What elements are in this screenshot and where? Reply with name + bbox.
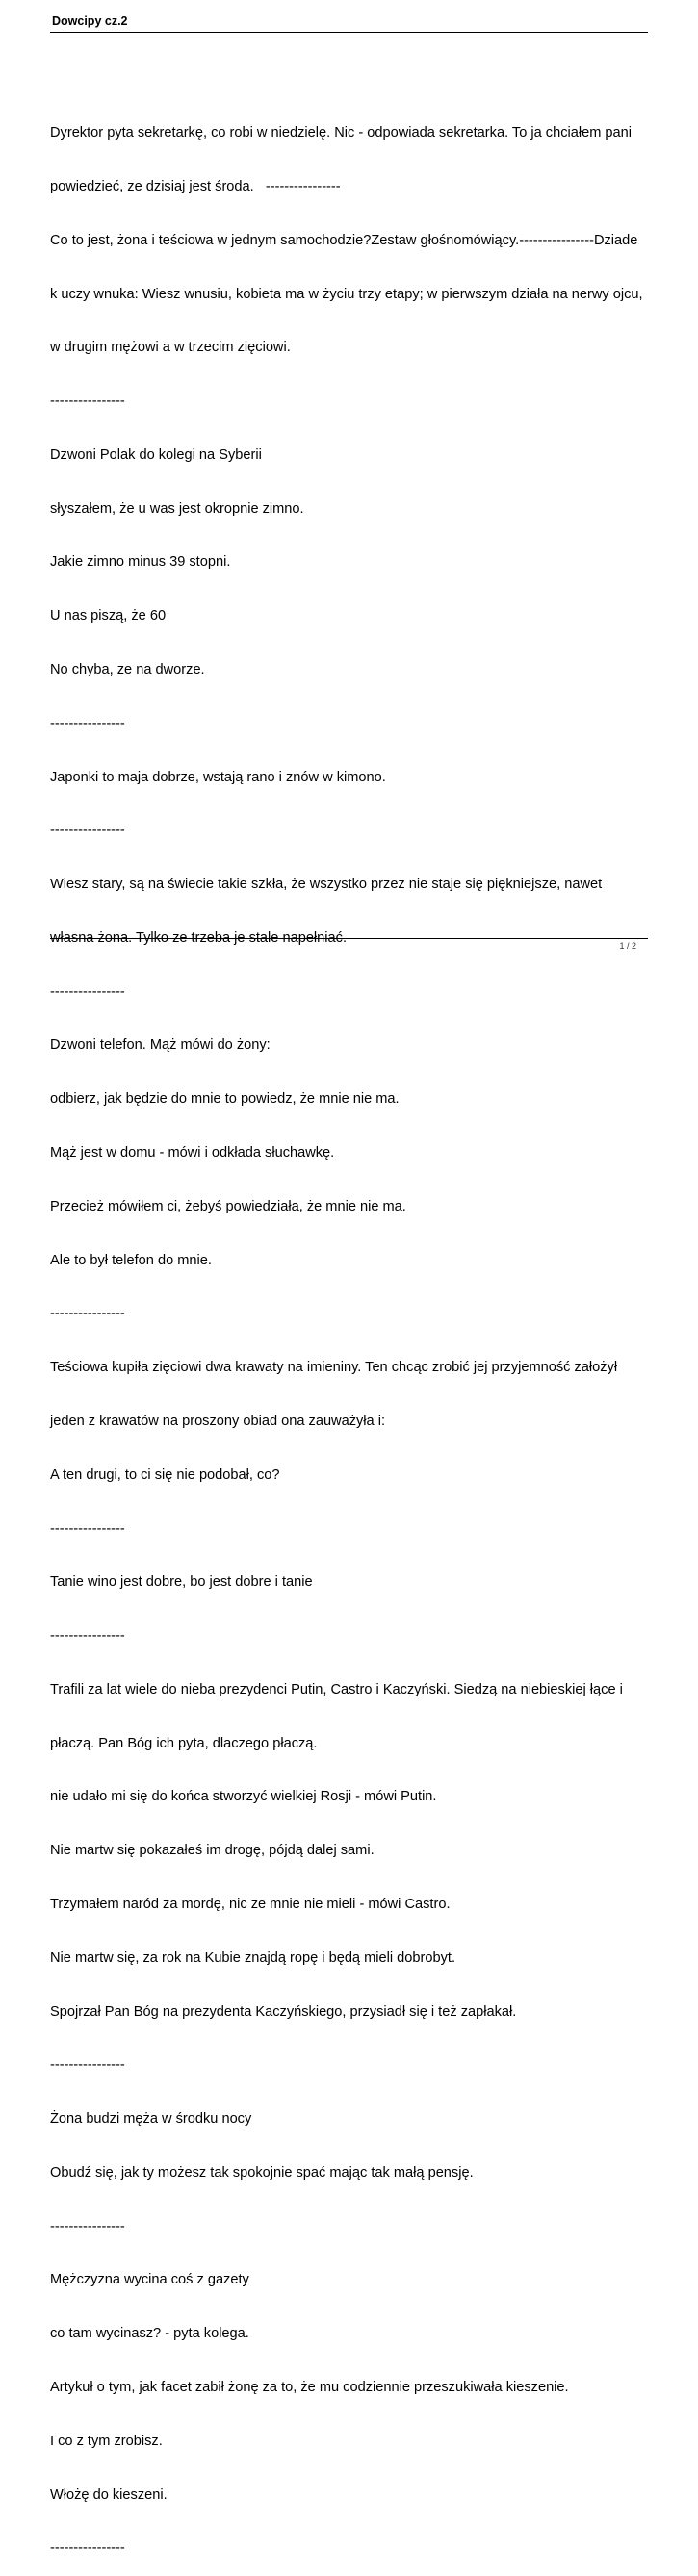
separator-line: ---------------- [50,2540,125,2557]
body-line: Włożę do kieszeni. [50,2487,168,2503]
page-number: 1 / 2 [619,941,636,951]
body-line: płaczą. Pan Bóg ich pyta, dlaczego płaczą. [50,1735,318,1751]
body-line: k uczy wnuka: Wiesz wnusiu, kobieta ma w życiu trzy etapy; w pierwszym działa na nerwy ojcu, [50,286,643,302]
body-line: Mężczyzna wycina coś z gazety [50,2272,249,2288]
body-line: Trafili za lat wiele do nieba prezydenci Putin, Castro i Kaczyński. Siedzą na niebieskiej łące i [50,1681,623,1697]
separator-line: ---------------- [50,983,125,1000]
body-line: Jakie zimno minus 39 stopni. [50,554,231,571]
body-line: Obudź się, jak ty możesz tak spokojnie spać mając tak małą pensję. [50,2164,474,2181]
body-line: własna żona. Tylko ze trzeba je stale napełniać. [50,930,348,946]
body-line: Spojrzał Pan Bóg na prezydenta Kaczyńskiego, przysiadł się i też zapłakał. [50,2003,517,2020]
body-line: Trzymałem naród za mordę, nic ze mnie nie mieli - mówi Castro. [50,1896,451,1912]
separator-line: ---------------- [50,2218,125,2234]
footer-divider [50,938,648,939]
body-line: Co to jest, żona i teściowa w jednym samochodzie?Zestaw głośnomówiący.----------------Dziade [50,232,638,248]
body-line: Nie martw się pokazałeś im drogę, pójdą dalej sami. [50,1843,375,1859]
body-line: Wiesz stary, są na świecie takie szkła, że wszystko przez nie staje się piękniejsze, nawet [50,877,603,893]
body-line: nie udało mi się do końca stworzyć wielkiej Rosji - mówi Putin. [50,1789,437,1805]
body-line: w drugim mężowi a w trzecim zięciowi. [50,340,291,356]
body-line: Ale to był telefon do mnie. [50,1252,212,1268]
body-line: Dzwoni telefon. Mąż mówi do żony: [50,1037,271,1054]
page-header [50,13,648,33]
header-divider [50,32,648,33]
body-line: Teściowa kupiła zięciowi dwa krawaty na imieniny. Ten chcąc zrobić jej przyjemność założył [50,1360,618,1376]
body-line: A ten drugi, to ci się nie podobał, co? [50,1467,280,1483]
body-line: Żona budzi męża w środku nocy [50,2111,252,2128]
body-line: No chyba, ze na dworze. [50,662,205,677]
body-line: Japonki to maja dobrze, wstają rano i znów w kimono. [50,769,386,785]
body-line: odbierz, jak będzie do mnie to powiedz, że mnie nie ma. [50,1091,400,1108]
page-title: Dowcipy cz.2 [52,14,128,28]
body-line: Artykuł o tym, jak facet zabił żonę za to, że mu codziennie przeszukiwała kieszenie. [50,2380,569,2395]
body-line: co tam wycinasz? - pyta kolega. [50,2326,249,2342]
separator-line: ---------------- [50,823,125,839]
body-line: I co z tym zrobisz. [50,2433,163,2449]
separator-line: ---------------- [50,394,125,410]
body-line: powiedzieć, ze dzisiaj jest środa. ---------------- [50,178,341,194]
body-line: jeden z krawatów na proszony obiad ona zauważyła i: [50,1413,386,1429]
body-line: Dzwoni Polak do kolegi na Syberii [50,446,262,463]
separator-line: ---------------- [50,1628,125,1645]
body-line: Mąż jest w domu - mówi i odkłada słuchawkę. [50,1145,335,1161]
separator-line: ---------------- [50,2057,125,2074]
separator-line: ---------------- [50,1520,125,1537]
separator-line: ---------------- [50,1306,125,1322]
separator-line: ---------------- [50,715,125,731]
body-line: Dyrektor pyta sekretarkę, co robi w niedzielę. Nic - odpowiada sekretarka. To ja chciałem pani [50,125,633,141]
document-body [50,89,649,2576]
body-line: Przecież mówiłem ci, żebyś powiedziała, że mnie nie ma. [50,1198,406,1214]
body-line: Nie martw się, za rok na Kubie znajdą ropę i będą mieli dobrobyt. [50,1950,456,1966]
body-line: słyszałem, że u was jest okropnie zimno. [50,500,304,517]
body-line: Tanie wino jest dobre, bo jest dobre i tanie [50,1574,313,1591]
body-line: U nas piszą, że 60 [50,608,167,625]
